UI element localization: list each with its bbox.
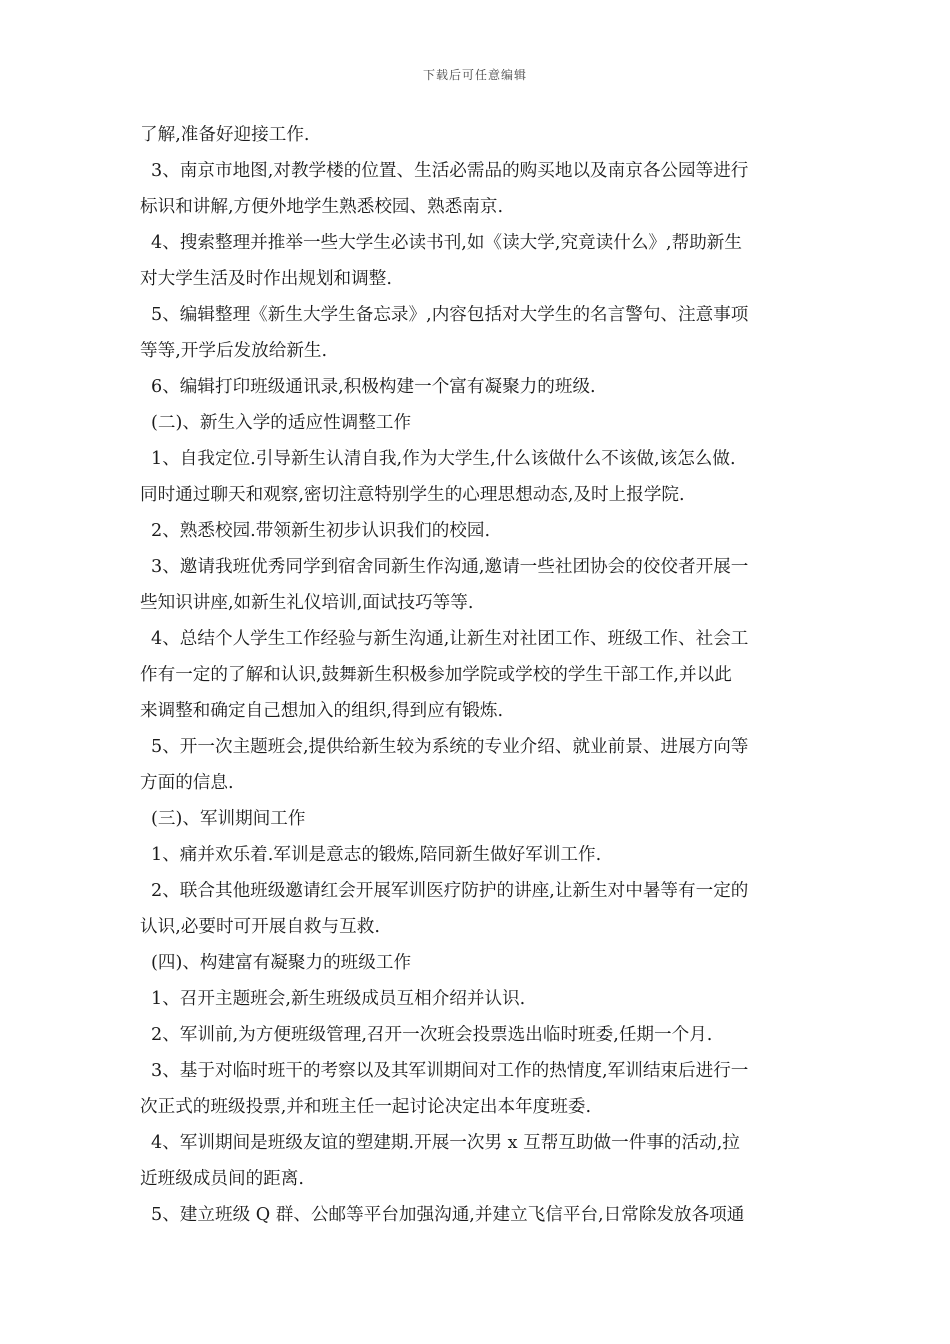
paragraph-line: 3、邀请我班优秀同学到宿舍同新生作沟通,邀请一些社团协会的佼佼者开展一 [151, 557, 749, 577]
paragraph-line: 4、搜索整理并推举一些大学生必读书刊,如《读大学,究竟读什么》,帮助新生 [151, 233, 742, 253]
document-body [140, 117, 812, 1233]
paragraph-line: 作有一定的了解和认识,鼓舞新生积极参加学院或学校的学生干部工作,并以此 [140, 665, 732, 685]
paragraph-line: 来调整和确定自己想加入的组织,得到应有锻炼. [140, 701, 504, 721]
page-header: 下载后可任意编辑 [422, 68, 527, 82]
paragraph-line: 近班级成员间的距离. [140, 1169, 304, 1189]
section-heading: (四)、构建富有凝聚力的班级工作 [151, 953, 412, 973]
paragraph-line: 标识和讲解,方便外地学生熟悉校园、熟悉南京. [140, 197, 504, 217]
paragraph-line: 3、基于对临时班干的考察以及其军训期间对工作的热情度,军训结束后进行一 [151, 1061, 749, 1081]
paragraph-line: 5、开一次主题班会,提供给新生较为系统的专业介绍、就业前景、进展方向等 [151, 737, 749, 757]
paragraph-line: 2、熟悉校园.带领新生初步认识我们的校园. [151, 521, 491, 541]
paragraph-line: 2、军训前,为方便班级管理,召开一次班会投票选出临时班委,任期一个月. [151, 1025, 713, 1045]
paragraph-line: 1、召开主题班会,新生班级成员互相介绍并认识. [151, 989, 526, 1009]
paragraph-line: 1、痛并欢乐着.军训是意志的锻炼,陪同新生做好军训工作. [151, 845, 602, 865]
paragraph-line: 次正式的班级投票,并和班主任一起讨论决定出本年度班委. [140, 1097, 592, 1117]
paragraph-line: 对大学生活及时作出规划和调整. [140, 269, 392, 289]
paragraph-line: 同时通过聊天和观察,密切注意特别学生的心理思想动态,及时上报学院. [140, 485, 685, 505]
section-heading: (三)、军训期间工作 [151, 809, 306, 829]
paragraph-line: 些知识讲座,如新生礼仪培训,面试技巧等等. [140, 593, 474, 613]
paragraph-line: 方面的信息. [140, 773, 234, 793]
paragraph-line: 了解,准备好迎接工作. [140, 125, 310, 145]
paragraph-line: 4、军训期间是班级友谊的塑建期.开展一次男 x 互帮互助做一件事的活动,拉 [151, 1133, 740, 1153]
paragraph-line: 5、编辑整理《新生大学生备忘录》,内容包括对大学生的名言警句、注意事项 [151, 305, 749, 325]
paragraph-line: 2、联合其他班级邀请红会开展军训医疗防护的讲座,让新生对中暑等有一定的 [151, 881, 749, 901]
paragraph-line: 3、南京市地图,对教学楼的位置、生活必需品的购买地以及南京各公园等进行 [151, 161, 749, 181]
paragraph-line: 4、总结个人学生工作经验与新生沟通,让新生对社团工作、班级工作、社会工 [151, 629, 749, 649]
paragraph-line: 5、建立班级 Q 群、公邮等平台加强沟通,并建立飞信平台,日常除发放各项通 [151, 1205, 745, 1225]
paragraph-line: 认识,必要时可开展自救与互救. [140, 917, 380, 937]
paragraph-line: 6、编辑打印班级通讯录,积极构建一个富有凝聚力的班级. [151, 377, 596, 397]
paragraph-line: 等等,开学后发放给新生. [140, 341, 328, 361]
paragraph-line: 1、自我定位.引导新生认清自我,作为大学生,什么该做什么不该做,该怎么做. [151, 449, 736, 469]
section-heading: (二)、新生入学的适应性调整工作 [151, 413, 412, 433]
